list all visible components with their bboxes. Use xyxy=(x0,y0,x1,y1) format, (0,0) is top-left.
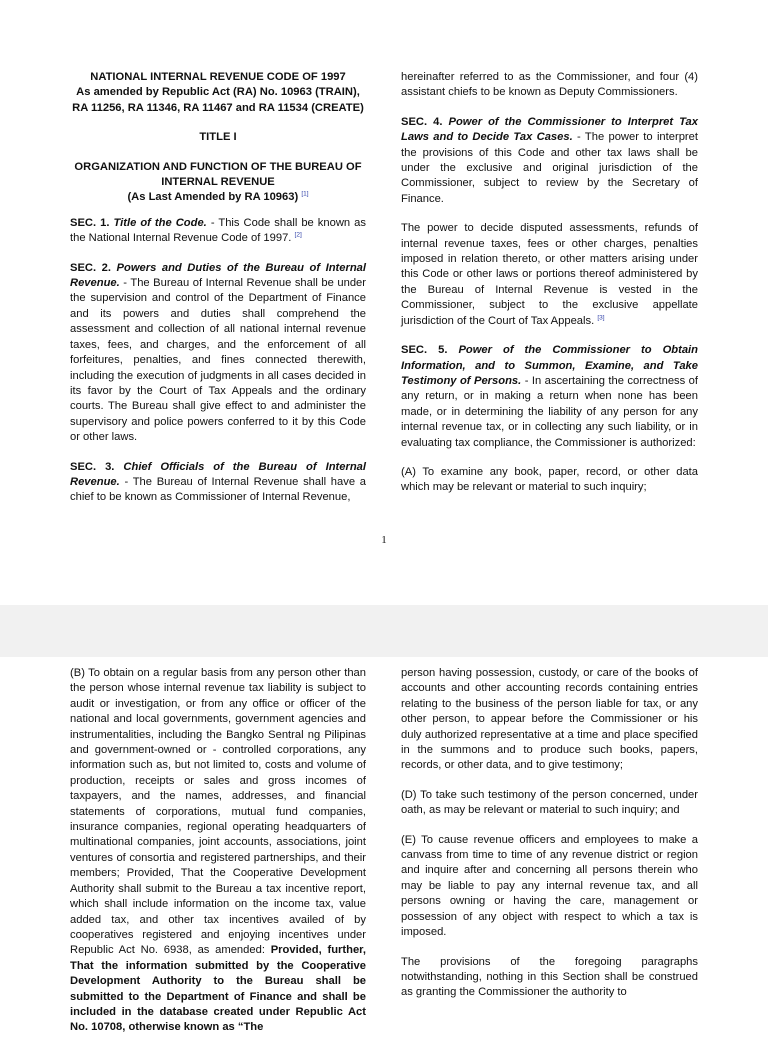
section-5 xyxy=(401,343,698,451)
page1-left-column xyxy=(70,70,366,520)
section-1 xyxy=(70,216,366,247)
sec5-title: Power of the Commissioner to Obtain Information, and to Summon, Examine, and Take Testimony of Persons. xyxy=(401,344,698,387)
sec4-text: - The power to interpret the provisions of this Code and other tax laws shall be under the exclusive and original jurisdiction of the Commissioner, subject to review by the Secretary of Finance. xyxy=(401,131,698,205)
section-4 xyxy=(401,115,698,207)
page2-right-column xyxy=(401,666,698,1015)
page2-left-column xyxy=(70,666,366,1050)
section-4-paragraph-2 xyxy=(401,221,698,329)
section-5-item-c-continued: person having possession, custody, or care of the books of accounts and other accounting records containing entries relating to the business of the person liable for tax, or any other person, to appear before the Commissioner or his duly authorized representative at a time and place specified in the summons and to produce such books, papers, records, or other data, and to give testimony; xyxy=(401,667,698,772)
item-b-proviso: Provided, further, That the information submitted by the Cooperative Development Authority to the Bureau shall be submitted to the Department of Finance and shall be included in the database created under Republic Act No. 10708, otherwise known as “The xyxy=(70,944,367,1034)
org-line-1: ORGANIZATION AND FUNCTION OF THE BUREAU OF xyxy=(74,160,362,173)
title-subheading xyxy=(70,160,366,206)
footnote-link-1[interactable]: [1] xyxy=(301,190,309,198)
sec3-title: Chief Officials of the Bureau of Internal Revenue. xyxy=(70,460,366,488)
sec4-title: Power of the Commissioner to Interpret Tax Laws and to Decide Tax Cases. xyxy=(401,115,698,144)
section-2 xyxy=(70,261,366,446)
header-line-3: RA 11256, RA 11346, RA 11467 and RA 11534 (CREATE) xyxy=(72,101,364,114)
sec2-title: Powers and Duties of the Bureau of Internal Revenue. xyxy=(70,261,366,290)
section-5-closing-paragraph: The provisions of the foregoing paragraphs notwithstanding, nothing in this Section shall be construed as granting the Commissioner the authority to xyxy=(401,955,698,999)
sec1-text: - This Code shall be known as the National Internal Revenue Code of 1997. xyxy=(70,216,366,245)
section-3 xyxy=(70,460,366,506)
sec4-para2-text: The power to decide disputed assessments, refunds of internal revenue taxes, fees or other charges, penalties imposed in relation thereto, or other matters arising under this Code or other laws or portions thereof administered by the Bureau of Internal Revenue is vested in the Commissioner, subject to the exclusive appellate jurisdiction of the Court of Tax Appeals. xyxy=(401,222,698,327)
document-header xyxy=(70,70,366,116)
sec3-text: - The Bureau of Internal Revenue shall have a chief to be known as Commissioner of Internal Revenue, xyxy=(70,475,366,504)
footnote-link-3[interactable]: [3] xyxy=(597,313,605,321)
sec4-label: SEC. 4. xyxy=(401,115,443,128)
section-5-item-a: (A) To examine any book, paper, record, or other data which may be relevant or material to such inquiry; xyxy=(401,465,698,494)
sec3-label: SEC. 3. xyxy=(70,460,115,473)
title-heading: TITLE I xyxy=(199,131,237,144)
section-3-continued: hereinafter referred to as the Commissioner, and four (4) assistant chiefs to be known as Deputy Commissioners. xyxy=(401,71,698,99)
org-line-2: INTERNAL REVENUE xyxy=(161,176,275,189)
sec5-text: - In ascertaining the correctness of any return, or in making a return when none has been made, or in determining the liability of any person for any internal revenue tax, or in collecting any such liability, or in evaluating tax compliance, the Commissioner is authorized: xyxy=(401,374,698,449)
header-line-1: NATIONAL INTERNAL REVENUE CODE OF 1997 xyxy=(90,71,346,83)
sec5-label: SEC. 5. xyxy=(401,344,448,357)
sec1-title: Title of the Code. xyxy=(113,216,207,229)
header-line-2: As amended by Republic Act (RA) No. 10963 (TRAIN), xyxy=(76,86,360,99)
section-5-item-d: (D) To take such testimony of the person concerned, under oath, as may be relevant or material to such inquiry; and xyxy=(401,788,698,817)
sec1-label: SEC. 1. xyxy=(70,216,110,229)
page1-right-column xyxy=(401,70,698,510)
footnote-link-2[interactable]: [2] xyxy=(294,231,302,239)
page-number: 1 xyxy=(381,534,387,546)
amended-line: (As Last Amended by RA 10963) xyxy=(127,191,299,204)
item-b-text: (B) To obtain on a regular basis from any person other than the person whose internal revenue tax liability is subject to audit or investigation, or from any office or officer of the national and local governments, government agencies and instrumentalities, including the Bangko Sentral ng Pilipinas and government-owned or - controlled corporations, any information such as, but not limited to, costs and volume of production, receipts or sales and gross incomes of taxpayers, and the names, addresses, and financial statements of corporations, mutual fund companies, insurance companies, regional operating headquarters of multinational companies, joint accounts, associations, joint ventures of consortia and registered partnerships, and their members; Provided, That the Cooperative Development Authority shall submit to the Bureau a tax incentive report, which shall include information on the income tax, value added tax, and other tax incentives availed of by cooperatives registered and enjoying incentives under Republic Act No. 6938, as amended: xyxy=(70,667,366,957)
sec2-label: SEC. 2. xyxy=(70,261,111,274)
section-5-item-b xyxy=(70,666,366,1036)
sec2-text: - The Bureau of Internal Revenue shall be under the supervision and control of the Department of Finance and its powers and duties shall comprehend the assessment and collection of all national internal revenue taxes, fees, and charges, and the enforcement of all forfeitures, penalties, and fines connected therewith, including the execution of judgments in all cases decided in its favor by the Court of Tax Appeals and the ordinary courts. The Bureau shall give effect to and administer the supervisory and police powers conferred to it by this Code or other laws. xyxy=(70,277,366,444)
section-5-item-e: (E) To cause revenue officers and employees to make a canvass from time to time of any revenue district or region and inquire after and concerning all persons therein who may be liable to pay any internal revenue tax, and all persons owning or having the care, management or possession of any object with respect to which a tax is imposed. xyxy=(401,833,698,939)
page-separator xyxy=(0,605,768,657)
